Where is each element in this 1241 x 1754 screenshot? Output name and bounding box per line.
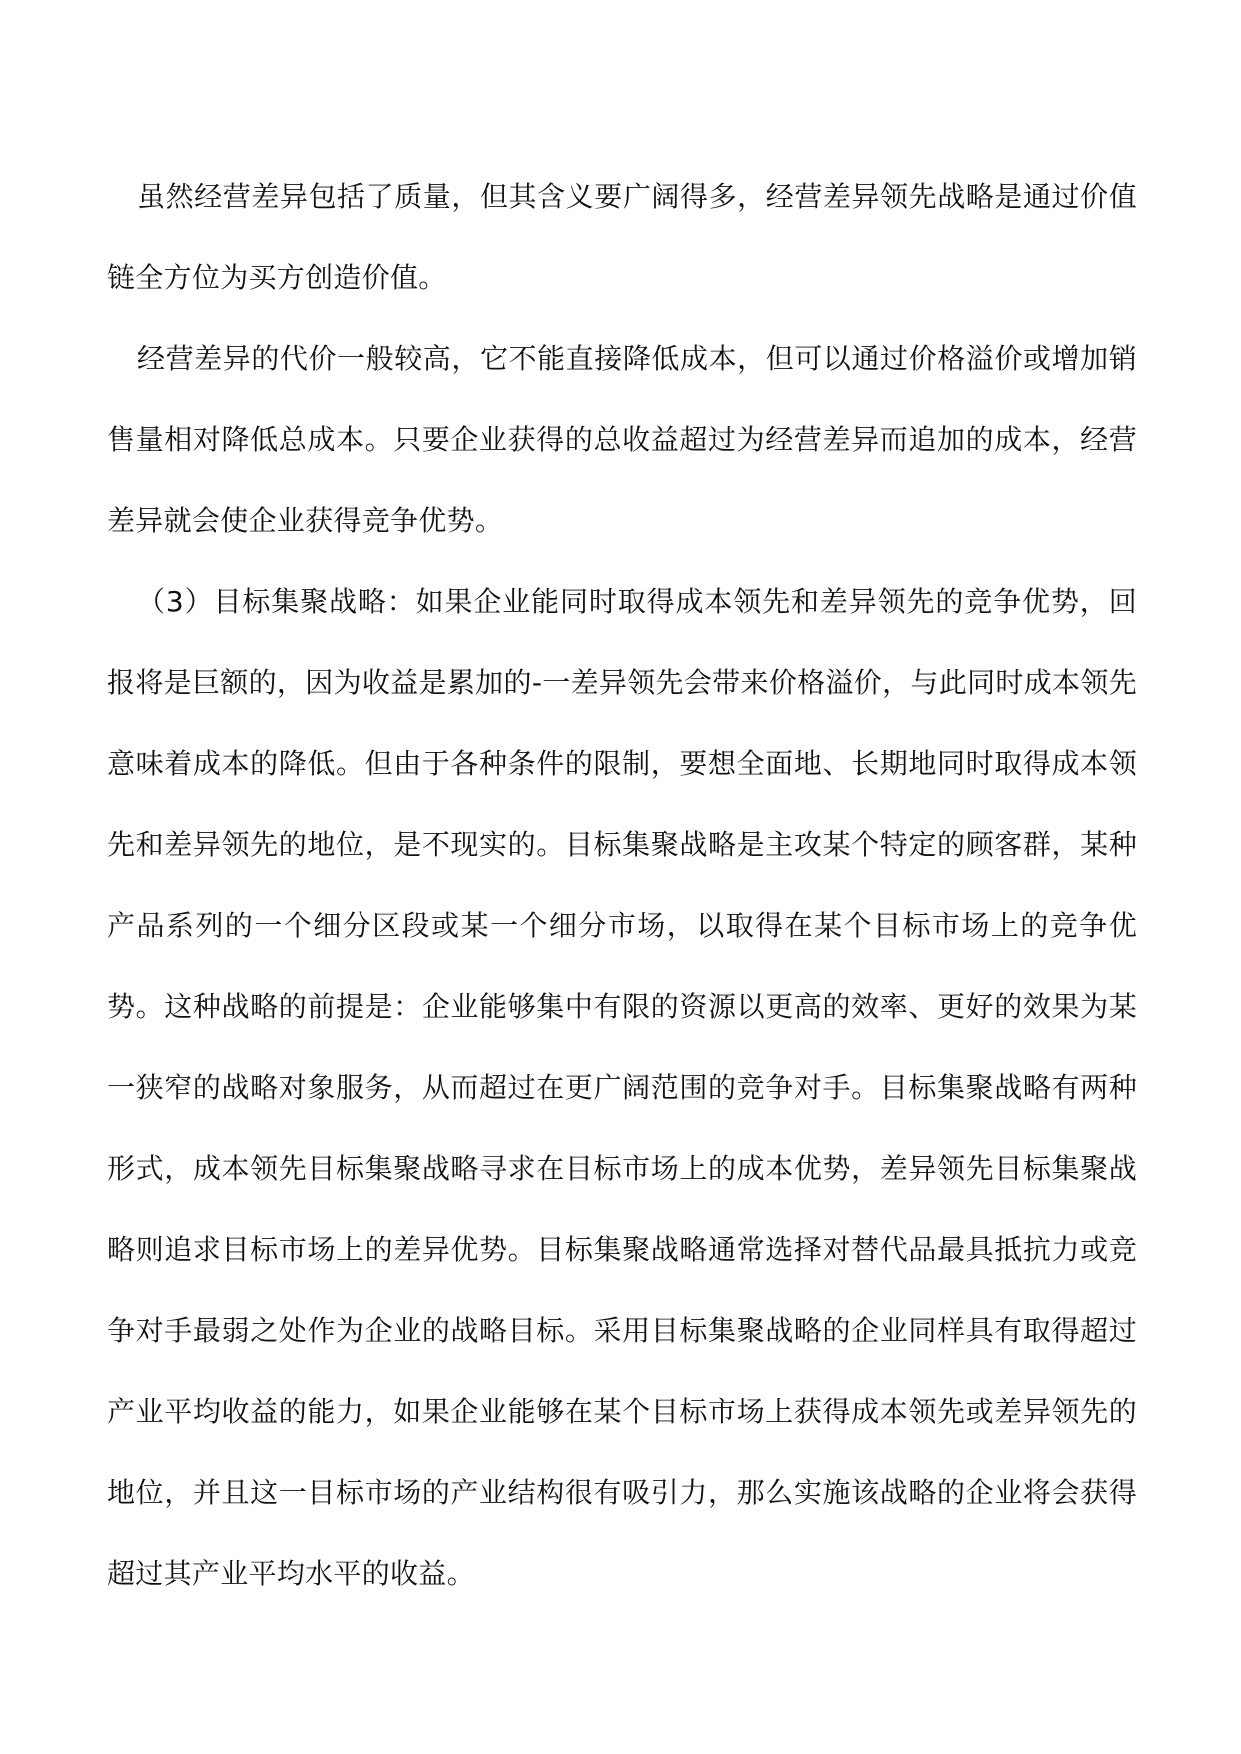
- paragraph-1: 虽然经营差异包括了质量，但其含义要广阔得多，经营差异领先战略是通过价值链全方位为买方创造价值。: [107, 180, 1137, 294]
- paragraph-3: （3）目标集聚战略：如果企业能同时取得成本领先和差异领先的竞争优势，回报将是巨额的，因为收益是累加的-一差异领先会带来价格溢价，与此同时成本领先意味着成本的降低。但由于各种条件的限制，要想全面地、长期地同时取得成本领先和差异领先的地位，是不现实的。目标集聚战略是主攻某个特定的顾客群，某种产品系列的一个细分区段或某一个细分市场，以取得在某个目标市场上的竞争优势。这种战略的前提是：企业能够集中有限的资源以更高的效率、更好的效果为某一狭窄的战略对象服务，从而超过在更广阔范围的竞争对手。目标集聚战略有两种形式，成本领先目标集聚战略寻求在目标市场上的成本优势，差异领先目标集聚战略则追求目标市场上的差异优势。目标集聚战略通常选择对替代品最具抵抗力或竞争对手最弱之处作为企业的战略目标。采用目标集聚战略的企业同样具有取得超过产业平均收益的能力，如果企业能够在某个目标市场上获得成本领先或差异领先的地位，并且这一目标市场的产业结构很有吸引力，那么实施该战略的企业将会获得超过其产业平均水平的收益。: [107, 585, 1137, 1590]
- paragraph-2: 经营差异的代价一般较高，它不能直接降低成本，但可以通过价格溢价或增加销售量相对降低总成本。只要企业获得的总收益超过为经营差异而追加的成本，经营差异就会使企业获得竞争优势。: [107, 342, 1137, 537]
- body-text: [107, 156, 1137, 1614]
